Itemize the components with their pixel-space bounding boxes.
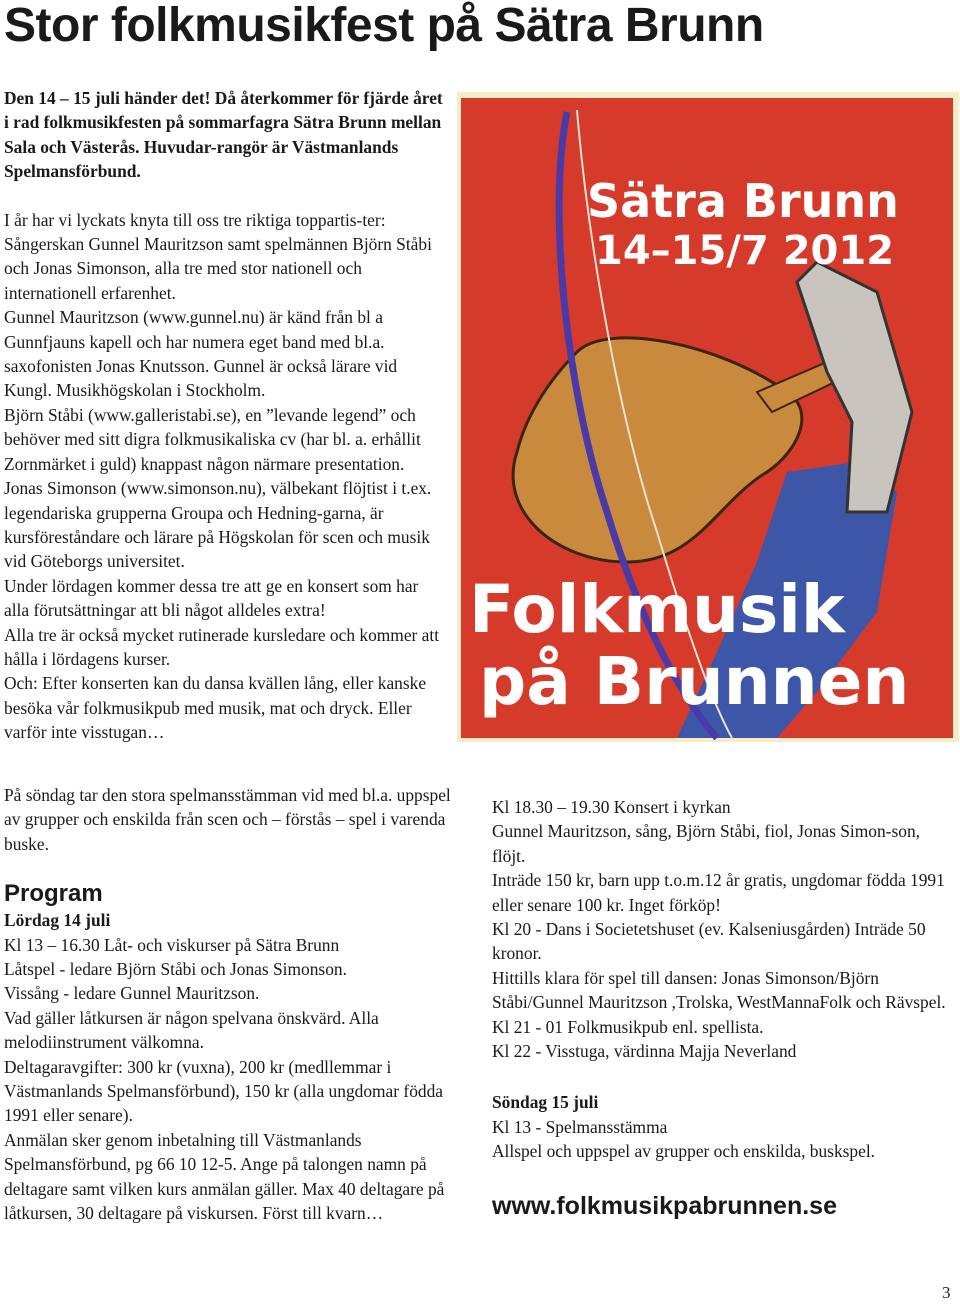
- intro-paragraph: I år har vi lyckats knyta till oss tre riktiga toppartis-ter: Sångerskan Gunnel Mauritzson samt spelmännen Björn Ståbi och Jonas Simonson, alla tre med stor nationell och internationell erfarenhet.: [4, 209, 432, 303]
- program-column-left: [4, 783, 464, 1226]
- intro-paragraph: Under lördagen kommer dessa tre att ge en konsert som har alla förutsättningar att bli något alldeles extra!: [4, 575, 419, 621]
- poster-title-line: Sätra Brunn: [587, 174, 899, 228]
- sunday-heading: Söndag 15 juli: [492, 1092, 599, 1113]
- intro-column: [4, 86, 444, 745]
- program-line: Deltagaravgifter: 300 kr (vuxna), 200 kr (medllemmar i Västmanlands Spelmansförbund), 150 kr (alla ungdomar födda 1991 eller senare).: [4, 1056, 444, 1126]
- sunday-intro: På söndag tar den stora spelmansstämman vid med bl.a. uppspel av grupper och enskilda från scen och – förstås – spel i varenda buske.: [4, 785, 451, 854]
- intro-paragraph: Björn Ståbi (www.galleristabi.se), en ”levande legend” och behöver med sitt digra folkmusikaliska cv (har bl. a. erhållit Zornmärket i guld) knappast någon närmare presentation.: [4, 404, 421, 474]
- intro-paragraph: Jonas Simonson (www.simonson.nu), välbekant flöjtist i t.ex. legendariska grupperna Groupa och Hedning-garna, är kursföreståndare och lärare på Högskolan för scen och musik vid Göteborgs universitet.: [4, 478, 432, 572]
- intro-paragraph: Alla tre är också mycket rutinerade kursledare och kommer att hålla i lördagens kurser.: [4, 624, 440, 669]
- program-column-right: [492, 795, 954, 1221]
- poster-date-line: 14–15/7 2012: [595, 228, 895, 274]
- program-line: Gunnel Mauritzson, sång, Björn Ståbi, fiol, Jonas Simon-son, flöjt.: [492, 821, 920, 866]
- spacer: [492, 1164, 954, 1191]
- intro-paragraph: Och: Efter konserten kan du dansa kvällen lång, eller kanske besöka vår folkmusikpub med musik, mat och dryck. Eller varför inte visstugan…: [4, 673, 427, 743]
- program-line: Kl 20 - Dans i Societetshuset (ev. Kalseniusgården) Inträde 50 kronor.: [492, 919, 926, 964]
- program-line: Kl 13 - Spelmansstämma: [492, 1116, 668, 1137]
- program-line: Kl 21 - 01 Folkmusikpub enl. spellista.: [492, 1016, 764, 1037]
- page-title: Stor folkmusikfest på Sätra Brunn: [4, 0, 764, 52]
- spacer: [4, 856, 464, 880]
- program-line: Låtspel - ledare Björn Ståbi och Jonas Simonson.: [4, 959, 347, 980]
- program-line: Vissång - ledare Gunnel Mauritzson.: [4, 983, 260, 1004]
- program-line: Kl 22 - Visstuga, värdinna Majja Neverland: [492, 1041, 797, 1062]
- program-heading: Program: [4, 880, 103, 908]
- program-line: Kl 18.30 – 19.30 Konsert i kyrkan: [492, 797, 731, 817]
- website-link[interactable]: www.folkmusikpabrunnen.se: [492, 1191, 837, 1220]
- saturday-heading: Lördag 14 juli: [4, 910, 111, 931]
- poster-folkmusik-line: Folkmusik: [469, 571, 845, 648]
- poster-brunnen-line: på Brunnen: [479, 643, 910, 720]
- program-line: Hittills klara för spel till dansen: Jonas Simonson/Björn Ståbi/Gunnel Mauritzson ,Trolska, WestMannaFolk och Rävspel.: [492, 967, 946, 1013]
- intro-paragraph: Gunnel Mauritzson (www.gunnel.nu) är känd från bl a Gunnfjauns kapell och har numera eget band med bl.a. saxofonisten Jonas Knutsson. Gunnel är också lärare vid Kungl. Musikhögskolan i Stockholm.: [4, 307, 398, 401]
- program-line: Vad gäller låtkursen är någon spelvana önskvärd. Alla melodiinstrument välkomna.: [4, 1007, 379, 1053]
- festival-poster: [457, 92, 959, 742]
- intro-lead: Den 14 – 15 juli händer det! Då återkommer för fjärde året i rad folkmusikfesten på sommarfagra Sätra Brunn mellan Sala och Västerås. Huvudar-rangör är Västmanlands Spelmansförbund.: [4, 88, 443, 182]
- program-line: Allspel och uppspel av grupper och enskilda, buskspel.: [492, 1141, 876, 1162]
- program-line: Anmälan sker genom inbetalning till Västmanlands Spelmansförbund, pg 66 10 12-5. Ange på talongen namn på deltagare samt vilken kurs anmälan gäller. Max 40 deltagare på låtkursen, 30 deltagare på viskursen. Först till kvarn…: [4, 1129, 445, 1224]
- spacer: [492, 1063, 954, 1090]
- program-line: Kl 13 – 16.30 Låt- och viskurser på Sätra Brunn: [4, 934, 340, 955]
- spacer: [4, 184, 444, 208]
- program-line: Inträde 150 kr, barn upp t.o.m.12 år gratis, ungdomar födda 1991 eller senare 100 kr. Inget förköp!: [492, 870, 945, 915]
- page-number: 3: [942, 1283, 951, 1302]
